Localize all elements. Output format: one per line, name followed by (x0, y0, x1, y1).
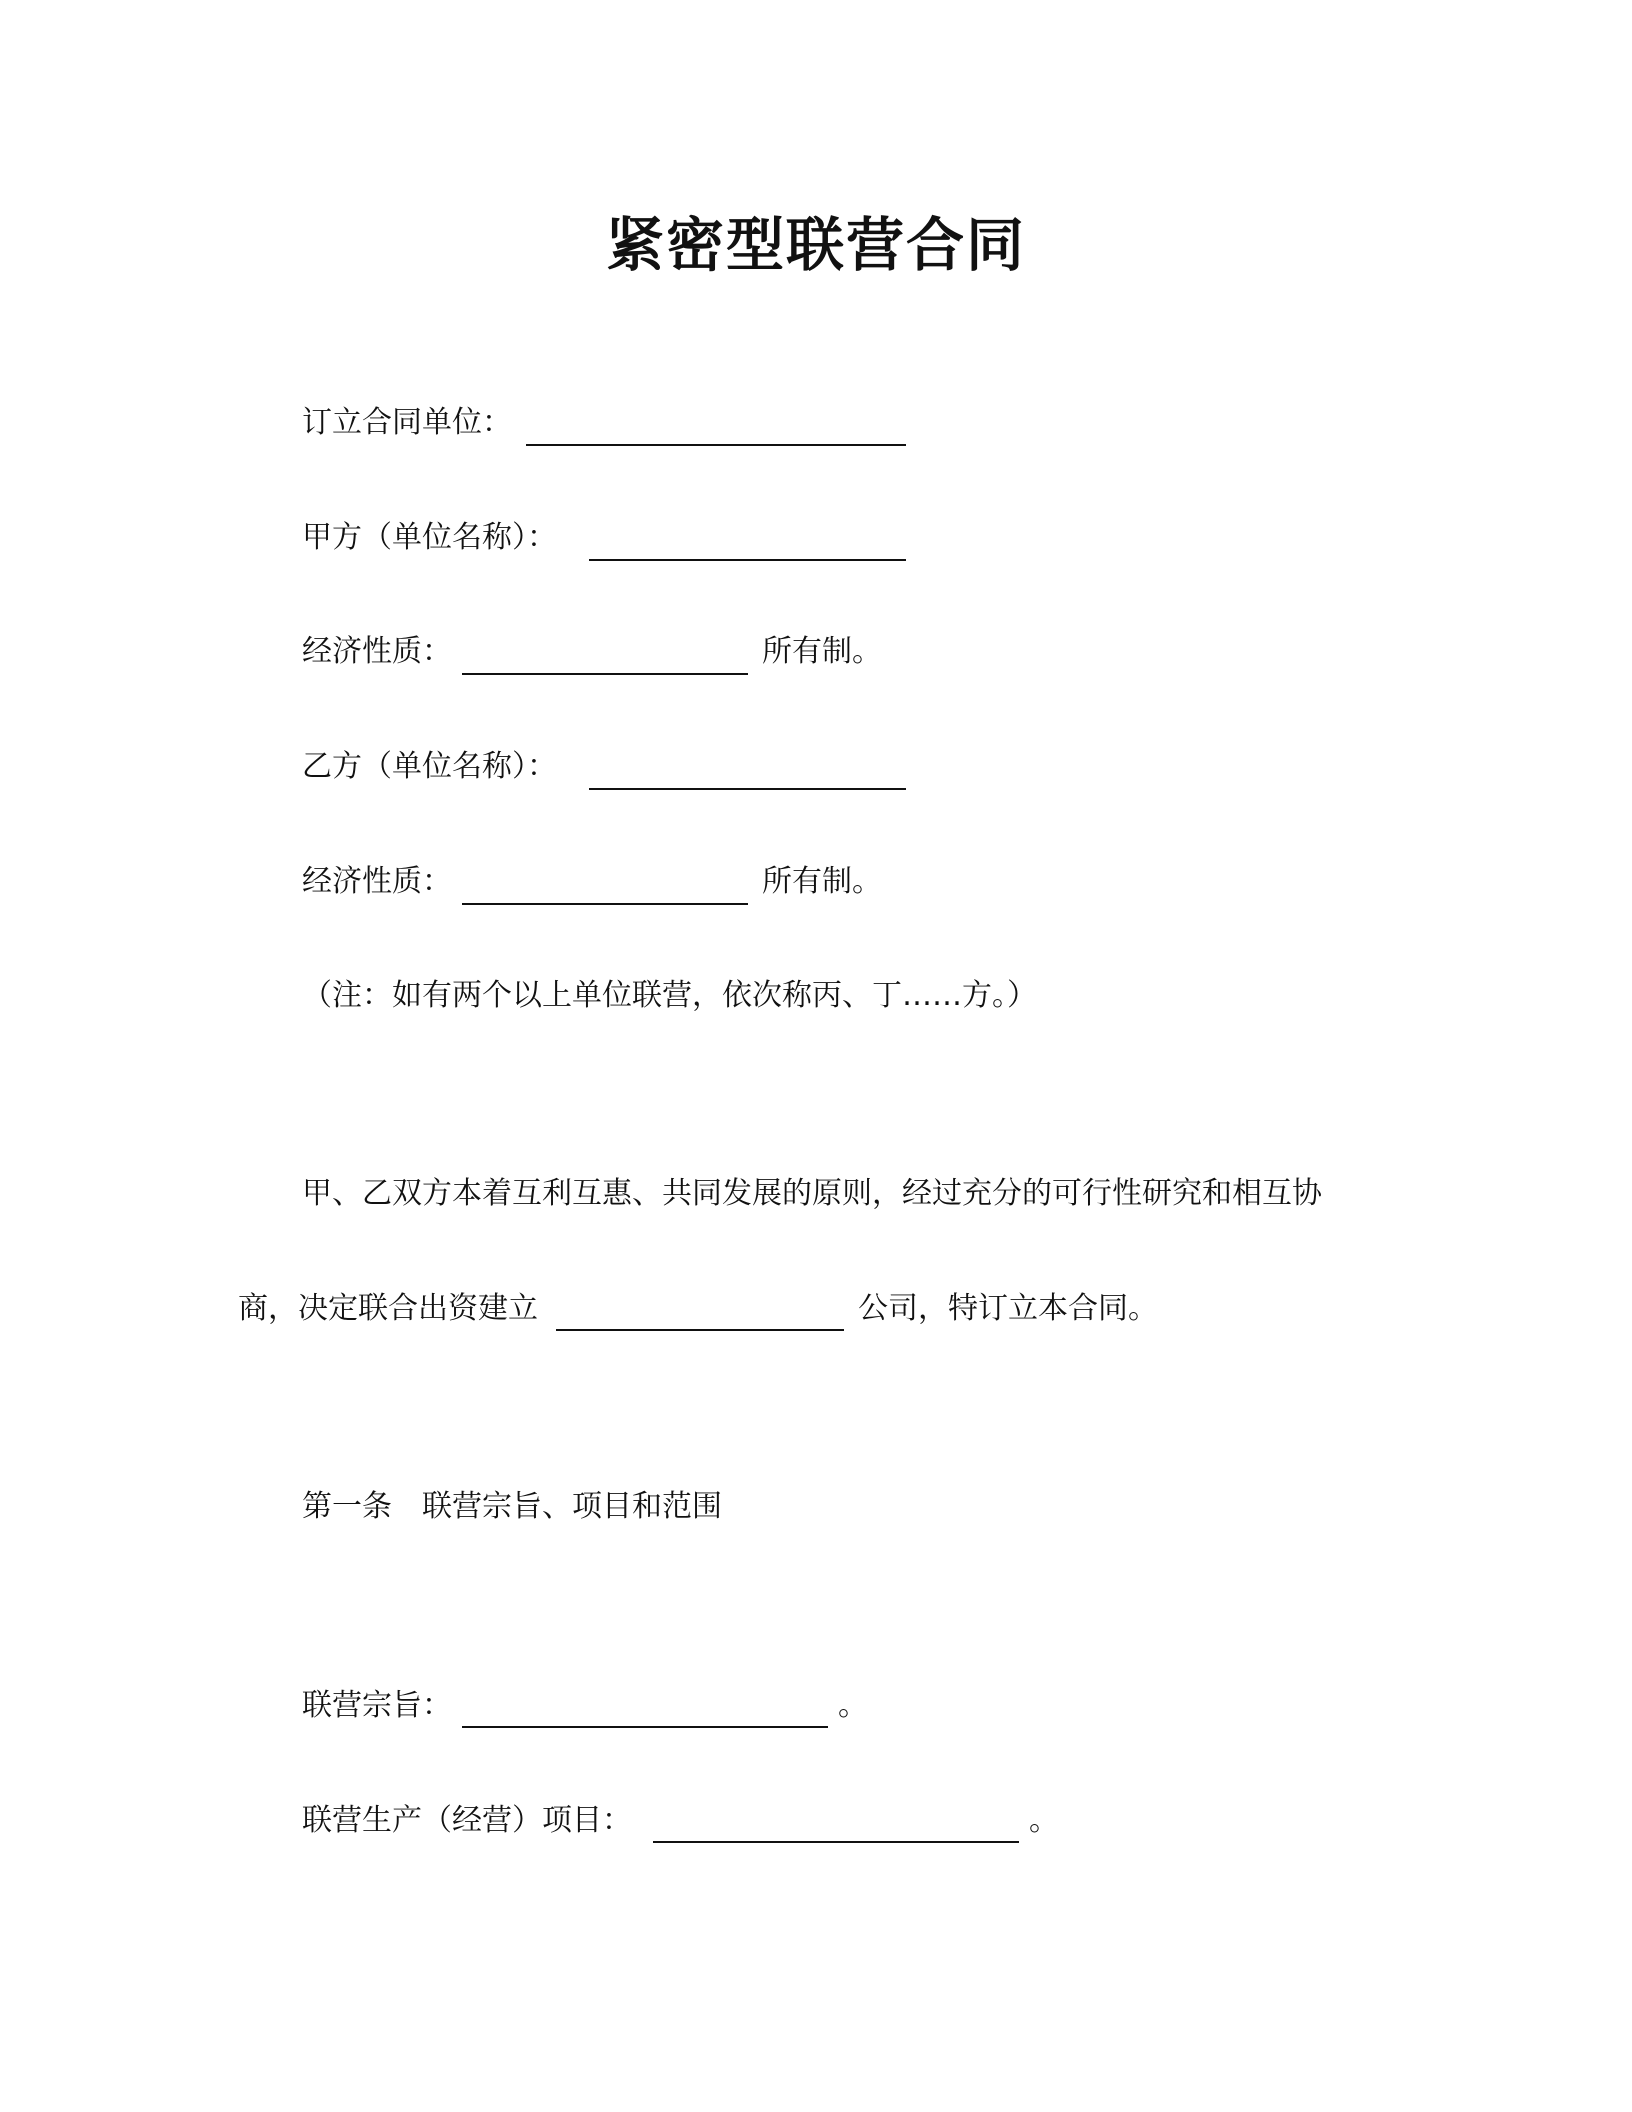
project-blank[interactable] (653, 1841, 1019, 1843)
econ-nature-b-blank[interactable] (462, 903, 748, 905)
document-title: 紧密型联营合同 (605, 211, 1026, 279)
preamble-line-1: 甲、乙双方本着互利互惠、共同发展的原则，经过充分的可行性研究和相互协 (302, 1176, 1322, 1211)
econ-nature-a-suffix: 所有制。 (762, 634, 882, 669)
purpose-label: 联营宗旨： (302, 1688, 452, 1723)
purpose-blank[interactable] (462, 1726, 828, 1728)
company-name-blank[interactable] (556, 1329, 844, 1331)
econ-nature-b-suffix: 所有制。 (762, 864, 882, 899)
note-text: （注：如有两个以上单位联营，依次称丙、丁……方。） (302, 978, 1037, 1013)
purpose-suffix: 。 (838, 1688, 868, 1723)
preamble-line-2-suffix: 公司，特订立本合同。 (858, 1291, 1158, 1326)
project-label: 联营生产（经营）项目： (302, 1803, 632, 1838)
article-1-heading: 第一条 联营宗旨、项目和范围 (302, 1489, 722, 1524)
party-b-blank[interactable] (589, 788, 906, 790)
signing-unit-blank[interactable] (526, 444, 906, 446)
party-a-label: 甲方（单位名称）： (302, 520, 557, 555)
econ-nature-a-blank[interactable] (462, 673, 748, 675)
project-suffix: 。 (1029, 1803, 1059, 1838)
signing-unit-label: 订立合同单位： (302, 405, 512, 440)
preamble-line-2-prefix: 商，决定联合出资建立 (238, 1291, 538, 1326)
econ-nature-a-label: 经济性质： (302, 634, 452, 669)
party-b-label: 乙方（单位名称）： (302, 749, 557, 784)
econ-nature-b-label: 经济性质： (302, 864, 452, 899)
party-a-blank[interactable] (589, 559, 906, 561)
